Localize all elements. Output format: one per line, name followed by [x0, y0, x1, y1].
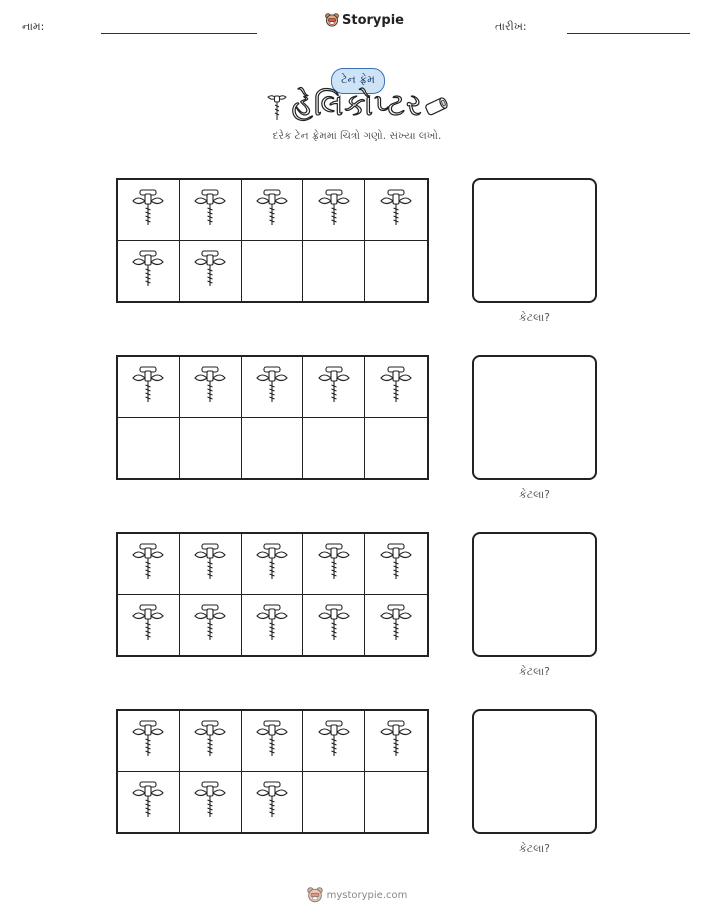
- helicopter-toy-icon: [193, 249, 227, 293]
- bear-mascot-icon: [325, 13, 339, 28]
- ten-frame-cell: [303, 772, 365, 833]
- ten-frame-cell: [365, 357, 427, 418]
- ten-frame-cell: [118, 534, 180, 595]
- helicopter-toy-icon: [131, 780, 165, 824]
- helicopter-toy-icon: [193, 603, 227, 647]
- ten-frame-cell: [365, 595, 427, 656]
- ten-frame-cell: [303, 534, 365, 595]
- ten-frame: [116, 355, 429, 480]
- ten-frame-cell: [118, 241, 180, 302]
- helicopter-toy-icon: [255, 780, 289, 824]
- name-label: નામ:: [22, 20, 45, 33]
- footer: [0, 887, 714, 904]
- ten-frame-cell: [303, 595, 365, 656]
- ten-frame-cell: [118, 180, 180, 241]
- ten-frame-cell: [242, 357, 304, 418]
- how-many-prompt: કેટલા?: [518, 665, 551, 678]
- helicopter-toy-icon: [131, 542, 165, 586]
- footer-site-url: mystorypie.com: [326, 890, 408, 901]
- ten-frame-cell: [303, 180, 365, 241]
- helicopter-toy-icon: [379, 603, 413, 647]
- helicopter-toy-icon: [379, 542, 413, 586]
- helicopter-toy-icon: [379, 188, 413, 232]
- ten-frame-cell: [365, 418, 427, 479]
- helicopter-toy-icon: [255, 542, 289, 586]
- how-many-prompt: કેટલા?: [518, 311, 551, 324]
- helicopter-toy-icon: [193, 188, 227, 232]
- ten-frame-cell: [118, 418, 180, 479]
- helicopter-toy-icon: [317, 603, 351, 647]
- helicopter-toy-icon: [131, 188, 165, 232]
- helicopter-toy-icon: [317, 365, 351, 409]
- answer-box[interactable]: [472, 709, 597, 834]
- date-label: તારીખ:: [495, 20, 527, 33]
- ten-frame: [116, 532, 429, 657]
- helicopter-toy-icon: [255, 719, 289, 763]
- ten-frame-cell: [365, 772, 427, 833]
- worksheet-title: હેલિકોપ્ટર: [291, 88, 423, 123]
- ten-frame-cell: [180, 534, 242, 595]
- helicopter-toy-icon: [131, 719, 165, 763]
- ten-frame-cell: [118, 711, 180, 772]
- ten-frame-cell: [180, 357, 242, 418]
- ten-frame-cell: [365, 711, 427, 772]
- name-field-line[interactable]: [101, 33, 257, 34]
- ten-frame-cell: [242, 534, 304, 595]
- ten-frame-cell: [365, 241, 427, 302]
- ten-frame: [116, 709, 429, 834]
- ten-frame-cell: [180, 418, 242, 479]
- ten-frame-cell: [180, 595, 242, 656]
- helicopter-toy-icon: [255, 188, 289, 232]
- answer-box[interactable]: [472, 178, 597, 303]
- helicopter-toy-icon: [255, 603, 289, 647]
- instruction-text: દરેક ટેન ફ્રેમમાં ચિત્રો ગણો. સંખ્યા લખો.: [272, 130, 442, 142]
- ten-frame-cell: [365, 534, 427, 595]
- helicopter-toy-icon: [131, 603, 165, 647]
- helicopter-toy-icon: [379, 365, 413, 409]
- cork-icon: [422, 95, 450, 117]
- helicopter-toy-icon: [193, 780, 227, 824]
- helicopter-toy-icon: [317, 542, 351, 586]
- ten-frame-cell: [180, 241, 242, 302]
- ten-frame-cell: [242, 772, 304, 833]
- storypie-logo: [325, 13, 404, 28]
- date-field-line[interactable]: [567, 33, 690, 34]
- ten-frame-cell: [365, 180, 427, 241]
- how-many-prompt: કેટલા?: [518, 842, 551, 855]
- ten-frame: [116, 178, 429, 303]
- ten-frame-cell: [118, 357, 180, 418]
- helicopter-toy-icon: [193, 365, 227, 409]
- ten-frame-cell: [242, 241, 304, 302]
- helicopter-toy-icon: [193, 542, 227, 586]
- ten-frame-cell: [118, 595, 180, 656]
- helicopter-toy-icon: [131, 249, 165, 293]
- ten-frame-cell: [242, 180, 304, 241]
- helicopter-toy-icon: [255, 365, 289, 409]
- ten-frame-cell: [242, 595, 304, 656]
- ten-frame-cell: [242, 418, 304, 479]
- ten-frame-cell: [180, 711, 242, 772]
- helicopter-toy-icon: [317, 719, 351, 763]
- helicopter-toy-icon: [193, 719, 227, 763]
- helicopter-toy-icon: [317, 188, 351, 232]
- ten-frame-cell: [180, 180, 242, 241]
- ten-frame-cell: [118, 772, 180, 833]
- helicopter-toy-icon: [379, 719, 413, 763]
- how-many-prompt: કેટલા?: [518, 488, 551, 501]
- answer-box[interactable]: [472, 532, 597, 657]
- ten-frame-badge: ટેન ફ્રેમ: [331, 68, 385, 94]
- ten-frame-cell: [303, 357, 365, 418]
- answer-box[interactable]: [472, 355, 597, 480]
- ten-frame-cell: [303, 418, 365, 479]
- ten-frame-cell: [303, 711, 365, 772]
- bear-mascot-icon: [307, 887, 323, 904]
- ten-frame-cell: [180, 772, 242, 833]
- brand-name: Storypie: [342, 13, 404, 28]
- helicopter-toy-icon: [131, 365, 165, 409]
- ten-frame-cell: [242, 711, 304, 772]
- ten-frame-cell: [303, 241, 365, 302]
